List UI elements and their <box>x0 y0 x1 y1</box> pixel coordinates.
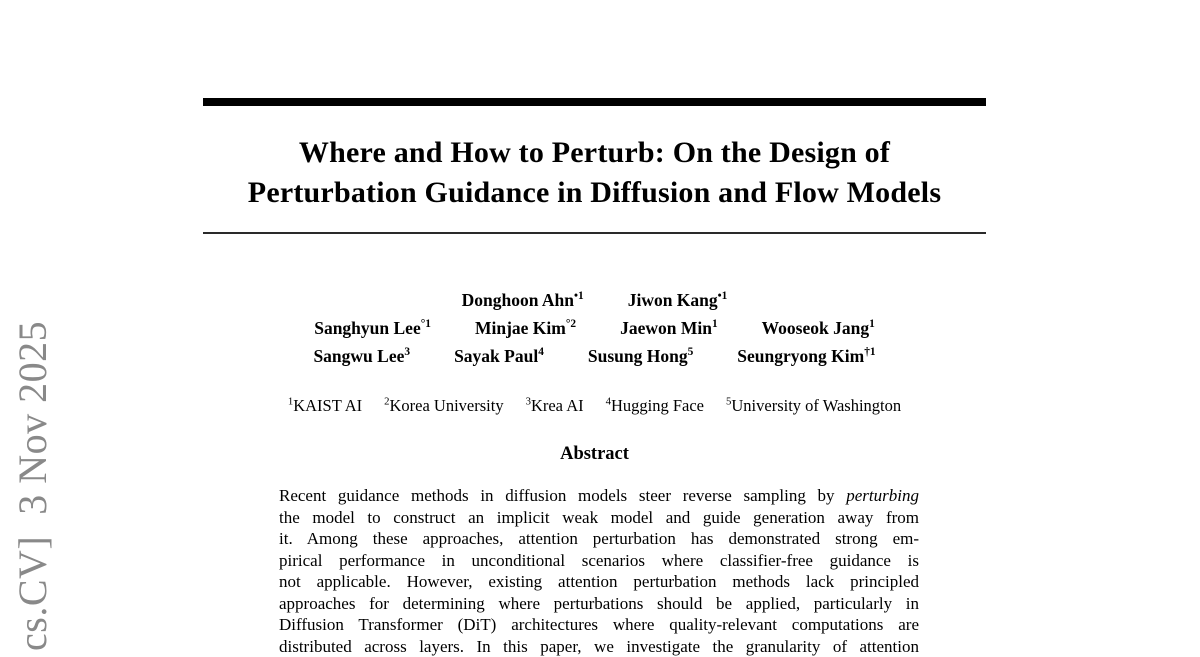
affiliation-name: KAIST AI <box>293 396 362 415</box>
abstract-line: the model to construct an implicit weak model and guide generation away from <box>279 507 919 529</box>
author-minjae-kim <box>475 314 576 342</box>
author-donghoon-ahn <box>462 286 584 314</box>
author-superscript: °2 <box>566 318 576 330</box>
affiliation-superscript: 1 <box>288 396 293 408</box>
paper-page <box>203 0 986 657</box>
author-name: Sanghyun Lee <box>314 318 421 338</box>
author-wooseok-jang <box>762 314 875 342</box>
affiliation-name: University of Washington <box>731 396 901 415</box>
abstract-heading: Abstract <box>203 443 986 465</box>
paper-title-line-1: Where and How to Perturb: On the Design of <box>299 136 890 169</box>
author-jaewon-min <box>620 314 718 342</box>
abstract-text: Recent guidance methods in diffusion models steer reverse sampling by <box>279 486 846 505</box>
author-seungryong-kim <box>737 342 875 370</box>
affiliation-superscript: 4 <box>606 396 611 408</box>
author-name: Jaewon Min <box>620 318 712 338</box>
paper-title-line-2: Perturbation Guidance in Diffusion and Flow Models <box>248 176 941 209</box>
abstract-body <box>279 485 919 657</box>
affiliation-hugging-face <box>606 395 704 416</box>
author-row-3 <box>203 342 986 370</box>
affiliation-superscript: 5 <box>726 396 731 408</box>
arxiv-category-date-banner: cs.CV] 3 Nov 2025 <box>10 321 56 651</box>
author-superscript: 5 <box>688 346 694 358</box>
author-jiwon-kang <box>628 286 728 314</box>
abstract-line: distributed across layers. In this paper, we investigate the granularity of attention <box>279 636 919 657</box>
author-superscript: °1 <box>421 318 431 330</box>
abstract-line <box>279 485 919 507</box>
abstract-italic-term: perturbing <box>846 486 919 505</box>
author-susung-hong <box>588 342 693 370</box>
title-rule <box>203 232 986 234</box>
abstract-line: it. Among these approaches, attention perturbation has demonstrated strong em- <box>279 528 919 550</box>
author-superscript: 1 <box>712 318 718 330</box>
author-superscript: 1 <box>869 318 875 330</box>
affiliation-line <box>203 395 986 416</box>
author-row-1 <box>203 286 986 314</box>
affiliation-name: Korea University <box>389 396 503 415</box>
affiliation-university-of-washington <box>726 395 901 416</box>
author-superscript: •1 <box>574 290 584 302</box>
author-name: Wooseok Jang <box>762 318 869 338</box>
paper-title <box>203 133 986 213</box>
abstract-line: approaches for determining where perturbations should be applied, particularly in <box>279 593 919 615</box>
author-sangwu-lee <box>313 342 410 370</box>
abstract-line: pirical performance in unconditional scenarios where classifier-free guidance is <box>279 550 919 572</box>
author-superscript: •1 <box>718 290 728 302</box>
author-name: Jiwon Kang <box>628 290 718 310</box>
author-superscript: 3 <box>404 346 410 358</box>
affiliation-kaist-ai <box>288 395 362 416</box>
affiliation-krea-ai <box>526 395 584 416</box>
author-superscript: †1 <box>864 346 875 358</box>
author-name: Sayak Paul <box>454 346 538 366</box>
abstract-line: not applicable. However, existing attention perturbation methods lack principled <box>279 571 919 593</box>
affiliation-superscript: 3 <box>526 396 531 408</box>
abstract-line: Diffusion Transformer (DiT) architectures where quality-relevant computations are <box>279 614 919 636</box>
affiliation-name: Krea AI <box>531 396 584 415</box>
author-sayak-paul <box>454 342 544 370</box>
author-name: Sangwu Lee <box>313 346 404 366</box>
author-name: Susung Hong <box>588 346 688 366</box>
author-row-2 <box>203 314 986 342</box>
author-sanghyun-lee <box>314 314 431 342</box>
author-name: Minjae Kim <box>475 318 566 338</box>
author-superscript: 4 <box>538 346 544 358</box>
author-name: Seungryong Kim <box>737 346 864 366</box>
author-block <box>203 286 986 370</box>
author-name: Donghoon Ahn <box>462 290 574 310</box>
affiliation-superscript: 2 <box>384 396 389 408</box>
affiliation-korea-university <box>384 395 503 416</box>
top-rule <box>203 98 986 106</box>
affiliation-name: Hugging Face <box>611 396 704 415</box>
